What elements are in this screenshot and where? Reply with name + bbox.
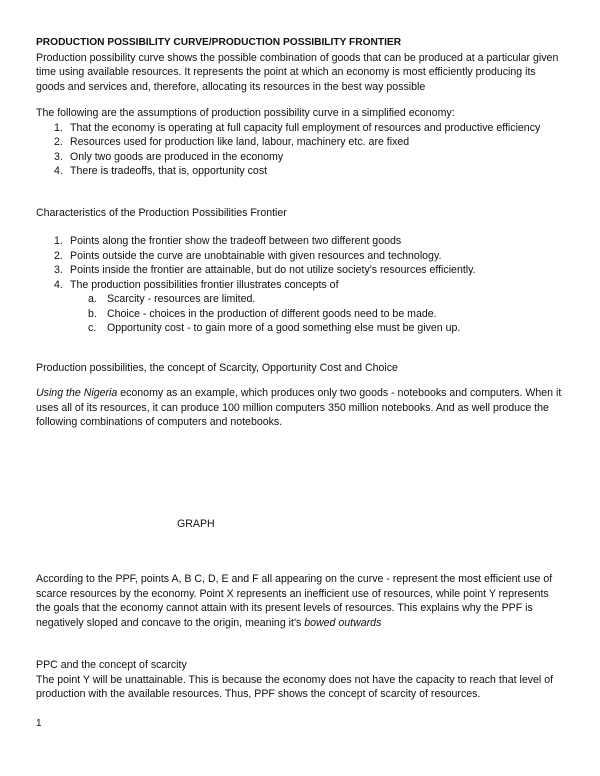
ppf-section	[36, 572, 566, 630]
ppf-text: According to the PPF, points A, B C, D, E and F all appearing on the curve - represent the most efficient use of scarce resources by the economy. Point X represents an inefficient use of resources, while point Y represents the goals that the economy cannot attain with its present levels of resources. This explains why the PPF is negatively sloped and concave to the origin, meaning it's	[36, 573, 553, 629]
list-item	[36, 135, 566, 150]
characteristics-list-block	[36, 234, 566, 336]
document-title: PRODUCTION POSSIBILITY CURVE/PRODUCTION POSSIBILITY FRONTIER	[36, 37, 402, 48]
scarcity-paragraph: The point Y will be unattainable. This is because the economy does not have the capacity to reach that level of production with the available resources. Thus, PPF shows the concept of scarcity of resources.	[36, 673, 554, 700]
graph-placeholder: GRAPH	[177, 518, 215, 530]
characteristics-list	[36, 234, 566, 292]
list-number: 3.	[54, 264, 63, 276]
assumptions-list	[36, 121, 566, 179]
list-text: The production possibilities frontier illustrates concepts of	[70, 278, 339, 291]
list-item	[36, 292, 566, 307]
example-section	[36, 386, 566, 430]
page-number: 1	[36, 718, 42, 729]
ppf-paragraph	[36, 572, 566, 630]
ppf-italic: bowed outwards	[304, 616, 382, 629]
intro-paragraph: Production possibility curve shows the possible combination of goods that can be produced at a particular given time using available resources. It represents the point at which an economy is most efficiently producing its goods and services and, therefore, allocating its resources in the best way possible	[36, 51, 559, 93]
list-text: Choice - choices in the production of different goods need to be made.	[107, 307, 437, 320]
list-letter: b.	[88, 307, 97, 320]
intro-section	[36, 36, 566, 94]
list-number: 4.	[54, 278, 63, 291]
list-item	[36, 321, 566, 336]
list-text: Points inside the frontier are attainable, but do not utilize society's resources efficiently.	[70, 264, 476, 276]
list-letter: c.	[88, 322, 97, 334]
example-text: economy as an example, which produces only two goods - notebooks and computers. When it uses all of its resources, it can produce 100 million computers 350 million notebooks. And as well produce the following combinations of computers and notebooks.	[36, 387, 562, 428]
section-heading: Production possibilities, the concept of Scarcity, Opportunity Cost and Choice	[36, 362, 398, 374]
list-item	[36, 164, 566, 179]
concepts-list	[36, 292, 566, 336]
scarcity-choice-section	[36, 361, 566, 376]
list-item	[36, 249, 566, 264]
list-number: 2.	[54, 249, 63, 262]
list-text: That the economy is operating at full capacity full employment of resources and productive efficiency	[70, 121, 541, 134]
list-letter: a.	[88, 293, 97, 305]
list-text: There is tradeoffs, that is, opportunity cost	[70, 165, 268, 177]
list-item	[36, 278, 566, 293]
ppc-scarcity-section	[36, 658, 566, 702]
list-number: 4.	[54, 165, 63, 177]
characteristics-heading: Characteristics of the Production Possibilities Frontier	[36, 207, 287, 219]
list-item	[36, 263, 566, 278]
list-number: 2.	[54, 136, 63, 148]
list-text: Points outside the curve are unobtainable with given resources and technology.	[70, 249, 442, 262]
list-item	[36, 234, 566, 249]
list-number: 1.	[54, 235, 63, 247]
list-text: Resources used for production like land, labour, machinery etc. are fixed	[70, 136, 410, 148]
list-item	[36, 307, 566, 322]
list-item	[36, 150, 566, 165]
list-text: Points along the frontier show the tradeoff between two different goods	[70, 235, 402, 247]
example-italic: Using the Nigeria	[36, 387, 118, 399]
list-text: Opportunity cost - to gain more of a good something else must be given up.	[107, 322, 461, 334]
assumptions-heading: The following are the assumptions of production possibility curve in a simplified economy:	[36, 107, 455, 119]
list-number: 1.	[54, 121, 63, 134]
assumptions-section	[36, 106, 566, 179]
example-paragraph	[36, 386, 566, 430]
characteristics-section	[36, 206, 566, 221]
list-text: Scarcity - resources are limited.	[107, 293, 256, 305]
list-item	[36, 121, 566, 136]
list-text: Only two goods are produced in the economy	[70, 150, 284, 163]
list-number: 3.	[54, 150, 63, 163]
scarcity-heading: PPC and the concept of scarcity	[36, 659, 187, 671]
